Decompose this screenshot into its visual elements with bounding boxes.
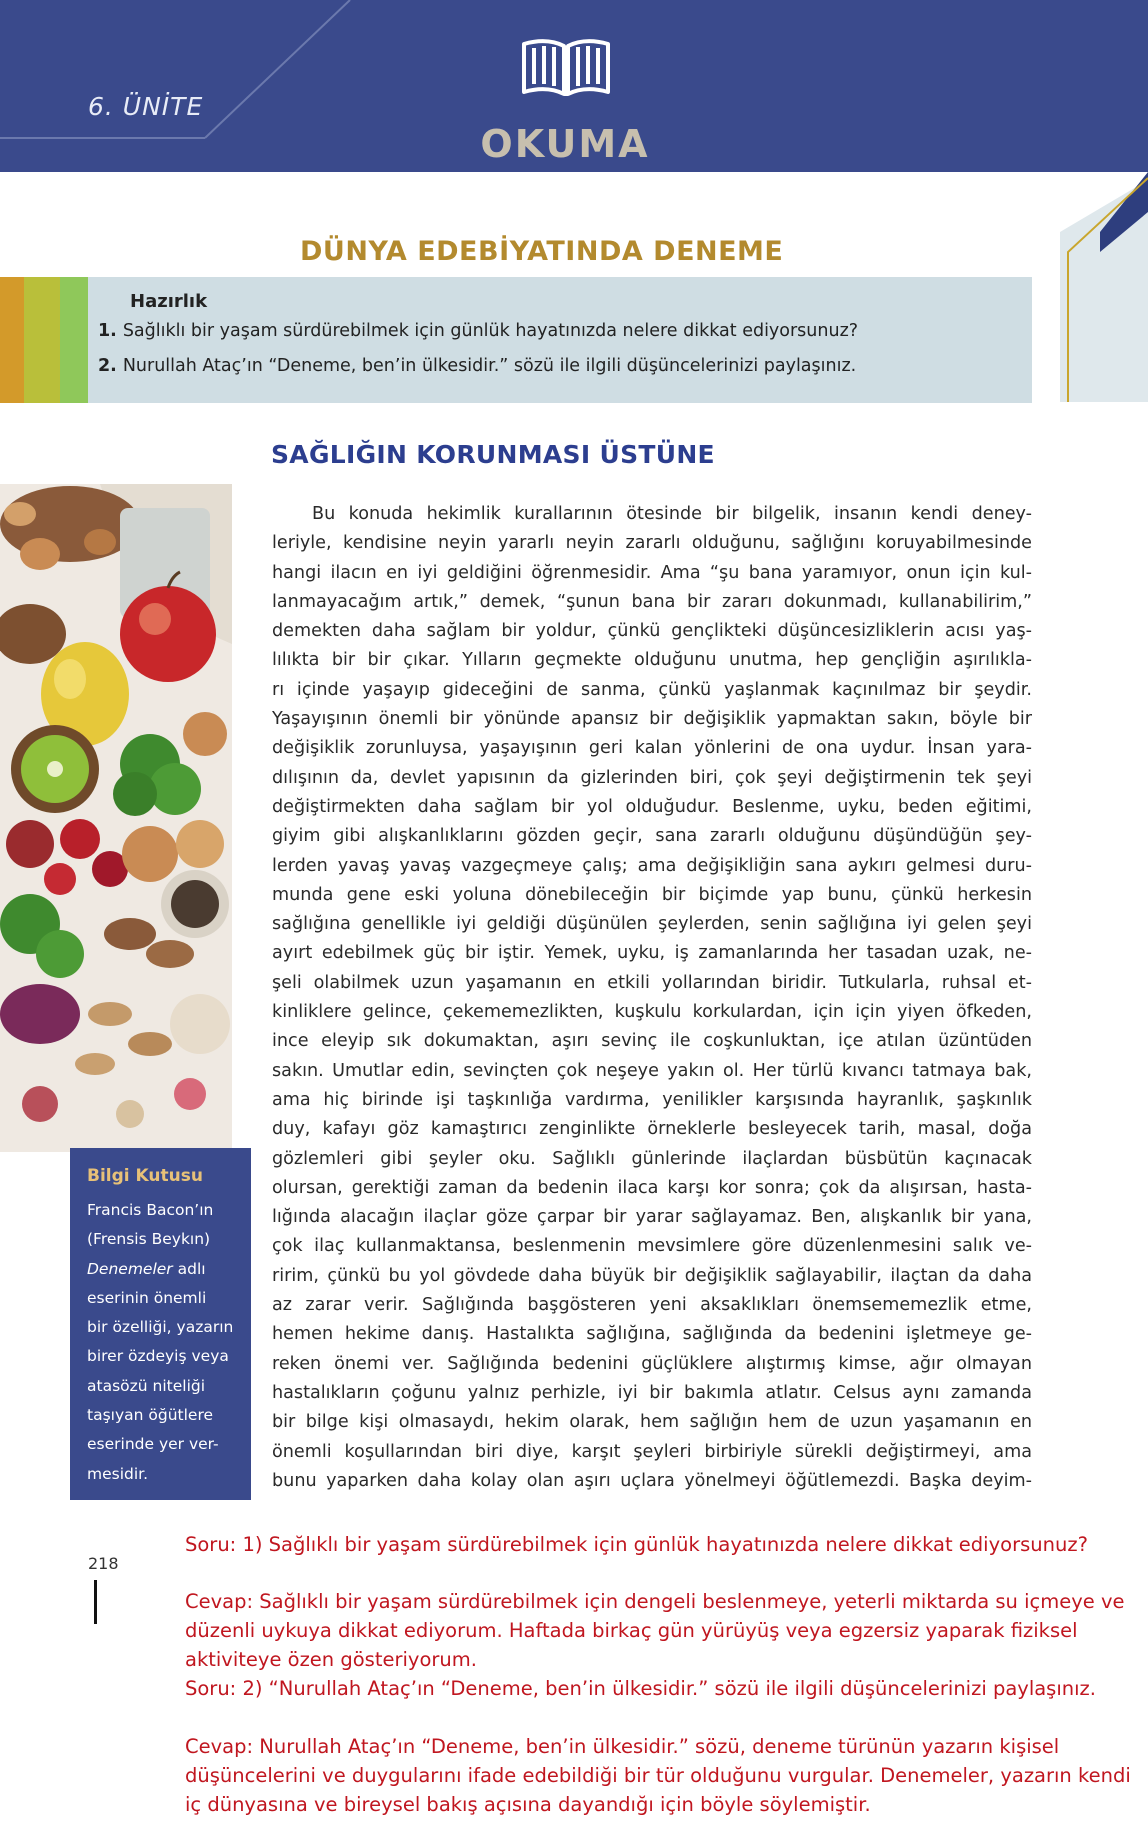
info-box-line: bir özelliği, yazarın <box>87 1318 234 1337</box>
answer-line: Cevap: Nurullah Ataç’ın “Deneme, ben’in ülkesidir.” sözü, deneme türünün yazarın kişisel <box>185 1735 1060 1758</box>
food-photo <box>0 484 232 1152</box>
essay-line: ama hiç birinde işi taşkınlığa vardırma, yenilikler karşısında hayranlık, şaşkınlık <box>272 1089 1032 1110</box>
essay-body <box>272 500 1032 1496</box>
section-label: OKUMA <box>480 122 650 166</box>
unit-header <box>0 0 1148 172</box>
essay-line: hemen hekime danış. Hastalıkta sağlığına, sağlığında da bedenini işletmeye ge- <box>272 1324 1032 1345</box>
essay-line: sağlığına genellikle iyi geldiği düşünülen şeylerden, senin sağlığına iyi gelen şeyi <box>272 914 1032 935</box>
essay-line: reken önemi ver. Sağlığında bedenini güçlüklere alıştırmış kimse, ağır olmayan <box>272 1353 1032 1374</box>
answer-line: Cevap: Sağlıklı bir yaşam sürdürebilmek için dengeli beslenmeye, yeterli miktarda su içmeye ve <box>185 1590 1125 1613</box>
essay-line: hangi ilacın en iyi geldiğini öğrenmesidir. Ama “şu bana yaramıyor, onun için kul- <box>272 562 1032 583</box>
question-text: Sağlıklı bir yaşam sürdürebilmek için günlük hayatınızda nelere dikkat ediyorsunuz? <box>122 321 859 341</box>
essay-line: demekten daha sağlam bir yoldur, çünkü gençlikteki düşüncesizliklerin acısı yaş- <box>272 621 1032 642</box>
corner-decoration <box>1060 172 1148 402</box>
essay-line: hastalıkların çoğunu yalnız perhizle, iyi bir bakımla atlatır. Celsus aynı zamanda <box>272 1382 1032 1403</box>
info-box-line: mesidir. <box>87 1464 149 1483</box>
preparation-title: Hazırlık <box>130 291 208 312</box>
essay-line: lanmayacağım artık,” demek, “şunun bana bir zararı dokunmadı, kullanabilirim,” <box>272 591 1032 612</box>
color-stripes <box>0 277 88 403</box>
question-text: Nurullah Ataç’ın “Deneme, ben’in ülkesidir.” sözü ile ilgili düşüncelerinizi paylaşınız. <box>122 356 857 376</box>
essay-line: bunu yaparken daha kolay olan aşırı uçlara yönelmeyi öğütlemezdi. Başka deyim- <box>272 1470 1032 1491</box>
essay-title: SAĞLIĞIN KORUNMASI ÜSTÜNE <box>271 440 715 469</box>
info-box-line: eserinin önemli <box>87 1288 207 1307</box>
info-box-line: eserinde yer ver- <box>87 1435 219 1454</box>
open-book-icon <box>518 34 614 100</box>
answer-line: düzenli uykuya dikkat ediyorum. Haftada birkaç gün yürüyüş veya egzersiz yaparak fiziksel <box>185 1619 1078 1642</box>
info-box-line: (Frensis Beykın) <box>87 1230 211 1249</box>
essay-line: dılışının da, devlet yapısının da gizlerinden biri, çok şeyi değiştirmenin tek şeyi <box>272 767 1032 788</box>
essay-line: çok ilaç kullanmaktansa, beslenmenin mevsimlere göre düzenlenmesini salık ve- <box>272 1236 1032 1257</box>
essay-line: önemli koşullarından biri diye, karşıt şeyleri birbiriyle sürekli değiştirmeyi, ama <box>272 1441 1032 1462</box>
main-title: DÜNYA EDEBİYATINDA DENEME <box>300 236 784 267</box>
preparation-box <box>88 277 1032 403</box>
essay-line: Bu konuda hekimlik kurallarının ötesinde bir bilgelik, insanın kendi deney- <box>312 504 1032 524</box>
essay-line: lerden yavaş yavaş vazgeçmeye çalış; ama değişikliğin sana aykırı gelmesi duru- <box>272 855 1032 876</box>
answer-line: Soru: 2) “Nurullah Ataç’ın “Deneme, ben’in ülkesidir.” sözü ile ilgili düşüncelerinizi paylaşınız. <box>185 1677 1096 1700</box>
answer-line: iç dünyasına ve bireysel bakış açısına dayandığı için böyle söylemiştir. <box>185 1793 871 1816</box>
essay-line: munda gene eski yoluna dönebileceğin bir biçimde yap bunu, çünkü herkesin <box>272 884 1032 905</box>
preparation-question <box>98 321 858 341</box>
essay-line: leriyle, kendisine neyin yararlı neyin zararlı olduğunu, sağlığını koruyabilmesinde <box>272 533 1032 554</box>
unit-label: 6. ÜNİTE <box>88 92 204 121</box>
page-number-bar <box>94 1580 97 1624</box>
essay-line: şeli olabilmek uzun yaşamanın en etkili yollarından biridir. Tutkularla, ruhsal et- <box>272 972 1032 993</box>
answer-line: düşüncelerini ve duygularını ifade edebildiği bir tür olduğunu vurgular. Denemeler, yazarın kendi <box>185 1764 1131 1787</box>
essay-line: ince eleyip sık dokumaktan, aşırı sevinç ile coşkunluktan, içe atılan üzüntüden <box>272 1031 1032 1052</box>
info-box-title: Bilgi Kutusu <box>87 1166 203 1186</box>
preparation-question <box>98 356 856 376</box>
essay-line: gözlemleri gibi şeyler oku. Sağlıklı günlerinde ilaçlardan büsbütün kaçınacak <box>272 1148 1032 1169</box>
essay-line: ririm, çünkü bu yol gövdede daha büyük bir değişiklik sağlayabilir, ilaçtan da daha <box>272 1265 1032 1286</box>
answer-line: aktiviteye özen gösteriyorum. <box>185 1648 477 1671</box>
info-box-line: Francis Bacon’ın <box>87 1201 214 1219</box>
essay-line: lığında alacağın ilaçlar göze çarpar bir yarar sağlayamaz. Ben, alışkanlık bir yana, <box>272 1207 1032 1228</box>
info-box-text <box>87 1196 245 1489</box>
info-box-line: Denemeler adlı <box>87 1259 206 1278</box>
question-number: 1. <box>98 321 117 341</box>
info-box-line: taşıyan öğütlere <box>87 1406 214 1425</box>
essay-line: bir bilge kişi olmasaydı, hekim olarak, hem sağlığın hem de uzun yaşamanın en <box>272 1412 1032 1433</box>
essay-line: değişiklik zorunluysa, yaşayışının geri kalan yönlerini de ona uydur. İnsan yara- <box>272 738 1032 759</box>
info-box-line: birer özdeyiş veya <box>87 1347 229 1366</box>
info-box <box>70 1148 251 1500</box>
page-number: 218 <box>88 1554 119 1573</box>
essay-line: giyim gibi alışkanlıklarını gözden geçir, sana zararlı olduğunu düşündüğün şey- <box>272 826 1032 847</box>
essay-line: sakın. Umutlar edin, sevinçten çok neşeye yakın ol. Her türlü kıvancı tatmaya bak, <box>272 1060 1032 1081</box>
answer-line: Soru: 1) Sağlıklı bir yaşam sürdürebilmek için günlük hayatınızda nelere dikkat ediyorsunuz? <box>185 1533 1088 1556</box>
essay-line: olursan, gerektiği zaman da bedenin ilaca karşı kor sonra; çok da alışırsan, hasta- <box>272 1177 1032 1198</box>
essay-line: az zarar verir. Sağlığında başgösteren yeni aksaklıkları önemsememezlik etme, <box>272 1295 1032 1316</box>
question-number: 2. <box>98 356 117 376</box>
essay-line: kinliklere gelince, çekememezlikten, kuşkulu korkulardan, için için yiyen öfkeden, <box>272 1002 1032 1023</box>
essay-line: değiştirmekten daha sağlam bir yol olduğudur. Beslenme, uyku, beden eğitimi, <box>272 796 1032 817</box>
essay-line: duy, kafayı göz kamaştırıcı zenginlikte örneklerle besleyecek tarih, masal, doğa <box>272 1119 1032 1140</box>
essay-line: lılıkta bir bir çıkar. Yılların geçmekte olduğunu unutma, hep gençliğin aşırılıkla- <box>272 650 1032 671</box>
info-box-line: atasözü niteliği <box>87 1376 206 1395</box>
essay-line: rı içinde yaşayıp gideceğini de sanma, çünkü yaşlanmak kaçınılmaz bir şeydir. <box>272 679 1032 700</box>
essay-line: Yaşayışının önemli bir yönünde apansız bir değişiklik yapmaktan sakın, böyle bir <box>272 709 1032 730</box>
essay-line: ayırt edebilmek güç bir iştir. Yemek, uyku, iş zamanlarında her tasadan uzak, ne- <box>272 943 1032 964</box>
